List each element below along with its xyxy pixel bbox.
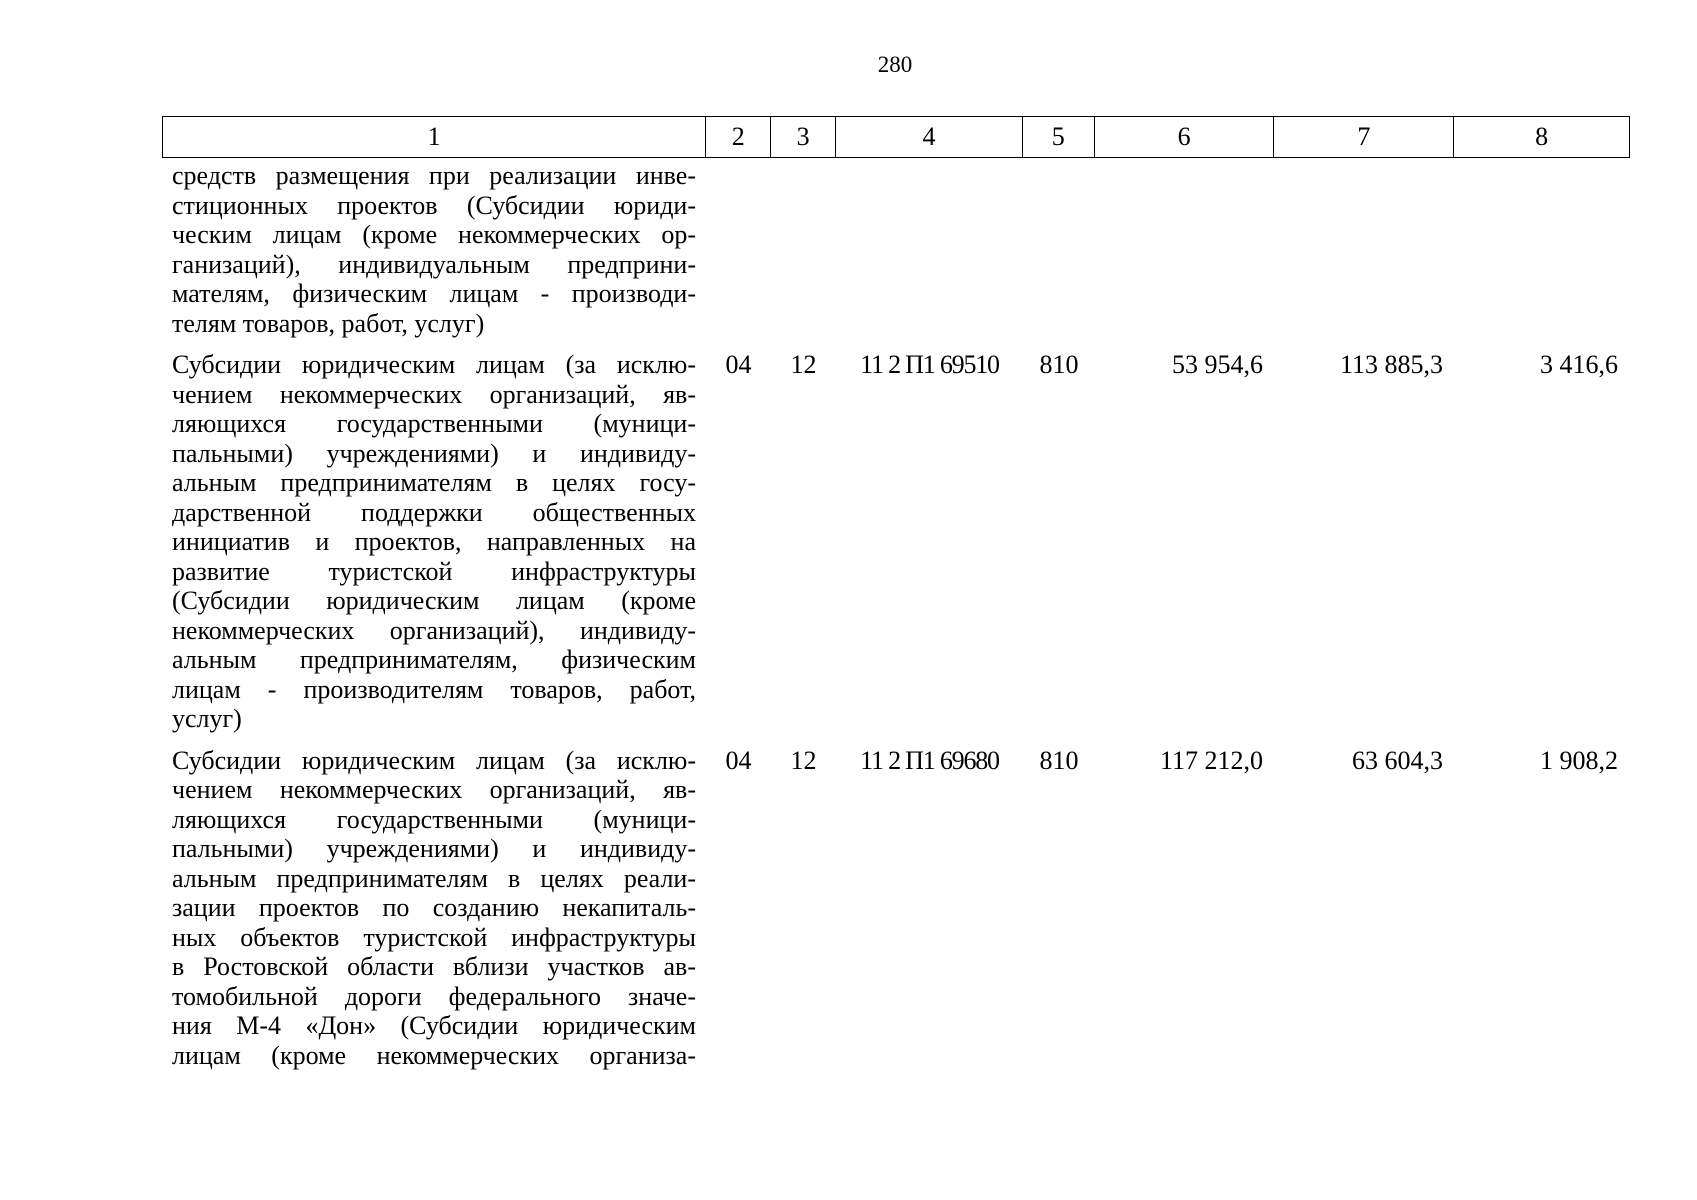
cell-target-code: 11 2 П1 69510 [860, 350, 999, 379]
cell-amount-8: 1 908,2 [1540, 745, 1618, 775]
description-line: альным предпринимателям, физическим [172, 645, 696, 674]
cell-subsection: 12 [790, 745, 817, 775]
description-line: в Ростовской области вблизи участков ав- [172, 952, 696, 981]
description-line: Субсидии юридическим лицам (за исклю- [172, 745, 696, 775]
cell-amount-6: 53 954,6 [1172, 350, 1263, 379]
cell-amount-6: 117 212,0 [1159, 745, 1263, 775]
header-col-6: 6 [1095, 117, 1275, 157]
description-line: зации проектов по созданию некапиталь- [172, 893, 696, 922]
cell-expense-type: 810 [1039, 350, 1079, 379]
cell-section: 04 [725, 745, 752, 775]
table-body [162, 161, 1630, 1082]
cell-subsection: 12 [790, 350, 817, 379]
description-line: чением некоммерческих организаций, яв- [172, 775, 696, 804]
row-description [162, 350, 706, 734]
description-line: мателям, физическим лицам - производи- [172, 279, 696, 308]
header-col-4: 4 [836, 117, 1023, 157]
description-line: некоммерческих организаций), индивиду- [172, 615, 696, 645]
description-line: чением некоммерческих организаций, яв- [172, 379, 696, 409]
header-col-3: 3 [771, 117, 836, 157]
description-line: лицам (кроме некоммерческих организа- [172, 1040, 696, 1070]
cell-amount-6 [1095, 161, 1275, 338]
cell-target-code: 11 2 П1 69680 [860, 745, 999, 775]
description-line: стиционных проектов (Субсидии юриди- [172, 190, 696, 220]
description-line: ния М-4 «Дон» (Субсидии юридическим [172, 1011, 696, 1040]
cell-expense-type: 810 [1039, 745, 1079, 775]
description-line: лицам - производителям товаров, работ, [172, 674, 696, 704]
header-col-5: 5 [1023, 117, 1095, 157]
description-line: пальными) учреждениями) и индивиду- [172, 438, 696, 468]
description-line: средств размещения при реализации инве- [172, 161, 696, 190]
description-line: (Субсидии юридическим лицам (кроме [172, 586, 696, 615]
row-description [162, 746, 706, 1071]
description-line: услуг) [172, 704, 242, 733]
header-col-8: 8 [1535, 122, 1549, 151]
description-line: ляющихся государственными (муници- [172, 804, 696, 834]
page-number: 280 [877, 52, 913, 77]
header-col-7: 7 [1274, 117, 1454, 157]
description-line: ных объектов туристской инфраструктуры [172, 922, 696, 952]
description-line: томобильной дороги федерального значе- [172, 981, 696, 1011]
cell-amount-7 [1275, 161, 1455, 338]
cell-amount-7: 63 604,3 [1352, 745, 1443, 775]
cell-target-code [836, 161, 1023, 338]
description-line: ческим лицам (кроме некоммерческих ор- [172, 220, 696, 249]
description-line: развитие туристской инфраструктуры [172, 556, 696, 586]
table-row [162, 350, 1630, 734]
header-col-1: 1 [163, 117, 706, 157]
cell-section: 04 [725, 350, 752, 379]
description-line: Субсидии юридическим лицам (за исклю- [172, 350, 696, 379]
cell-section [706, 161, 771, 338]
table-header [162, 116, 1630, 158]
table-row [162, 161, 1630, 338]
description-line: ганизаций), индивидуальным предприни- [172, 249, 696, 279]
description-line: дарственной поддержки общественных [172, 497, 696, 527]
description-line: альным предпринимателям в целях госу- [172, 468, 696, 497]
table-row [162, 746, 1630, 1071]
cell-subsection [771, 161, 836, 338]
description-line: телям товаров, работ, услуг) [172, 308, 485, 338]
cell-amount-8: 3 416,6 [1540, 350, 1618, 379]
row-description [162, 161, 706, 338]
description-line: пальными) учреждениями) и индивиду- [172, 834, 696, 863]
cell-expense-type [1023, 161, 1095, 338]
description-line: ляющихся государственными (муници- [172, 409, 696, 438]
description-line: альным предпринимателям в целях реали- [172, 863, 696, 893]
header-col-2: 2 [706, 117, 771, 157]
cell-amount-8 [1455, 161, 1630, 338]
description-line: инициатив и проектов, направленных на [172, 527, 696, 556]
cell-amount-7: 113 885,3 [1339, 350, 1443, 379]
